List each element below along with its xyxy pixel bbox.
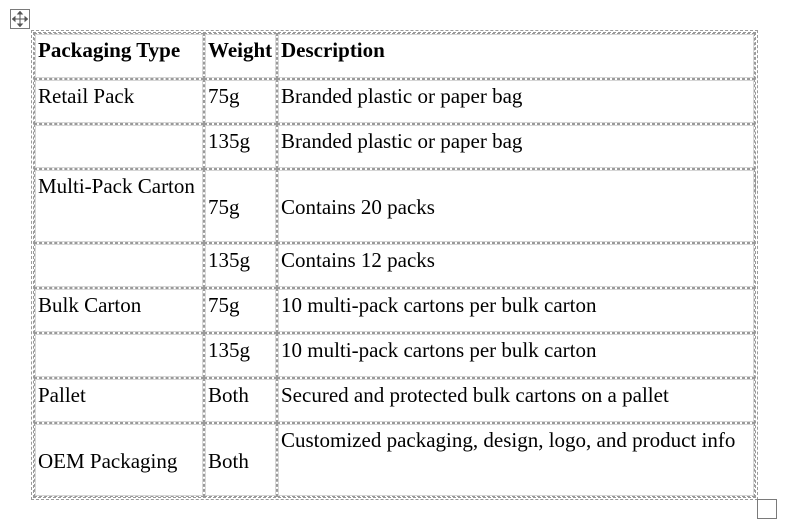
cell-description[interactable]: Branded plastic or paper bag (277, 124, 755, 169)
cell-weight[interactable]: 75g (204, 79, 277, 124)
table-header-row (34, 33, 755, 79)
table-row (34, 169, 755, 243)
cell-packaging-type[interactable]: Pallet (34, 378, 204, 423)
cell-packaging-type[interactable] (34, 243, 204, 288)
cell-packaging-type[interactable]: Multi-Pack Carton (34, 169, 204, 243)
header-weight[interactable]: Weight (204, 33, 277, 79)
table-resize-handle[interactable] (757, 499, 777, 519)
cell-packaging-type[interactable] (34, 124, 204, 169)
cell-weight[interactable]: 135g (204, 124, 277, 169)
cell-packaging-type[interactable]: Bulk Carton (34, 288, 204, 333)
cell-weight[interactable]: 135g (204, 333, 277, 378)
cell-description[interactable]: Branded plastic or paper bag (277, 79, 755, 124)
cell-weight[interactable]: Both (204, 423, 277, 497)
table-row (34, 243, 755, 288)
cell-weight[interactable]: 75g (204, 288, 277, 333)
cell-packaging-type[interactable] (34, 333, 204, 378)
header-description[interactable]: Description (277, 33, 755, 79)
cell-packaging-type[interactable]: OEM Packaging (34, 423, 204, 497)
table-row (34, 333, 755, 378)
text-cursor-line (755, 172, 756, 194)
cell-description[interactable]: Contains 20 packs (277, 169, 755, 243)
cell-weight[interactable]: 75g (204, 169, 277, 243)
table-row (34, 79, 755, 124)
cell-description[interactable]: 10 multi-pack cartons per bulk carton (277, 288, 755, 333)
header-packaging-type[interactable]: Packaging Type (34, 33, 204, 79)
cell-description[interactable]: Contains 12 packs (277, 243, 755, 288)
table-row (34, 288, 755, 333)
packaging-table (33, 32, 756, 498)
table-row (34, 423, 755, 497)
cell-weight[interactable]: 135g (204, 243, 277, 288)
table-move-handle[interactable] (10, 9, 30, 29)
cell-packaging-type[interactable]: Retail Pack (34, 79, 204, 124)
cell-description[interactable]: 10 multi-pack cartons per bulk carton (277, 333, 755, 378)
move-arrows-icon (12, 11, 28, 27)
cell-description[interactable]: Secured and protected bulk cartons on a pallet (277, 378, 755, 423)
cell-description[interactable]: Customized packaging, design, logo, and product info (277, 423, 755, 497)
table-row (34, 378, 755, 423)
table-row (34, 124, 755, 169)
cell-weight[interactable]: Both (204, 378, 277, 423)
